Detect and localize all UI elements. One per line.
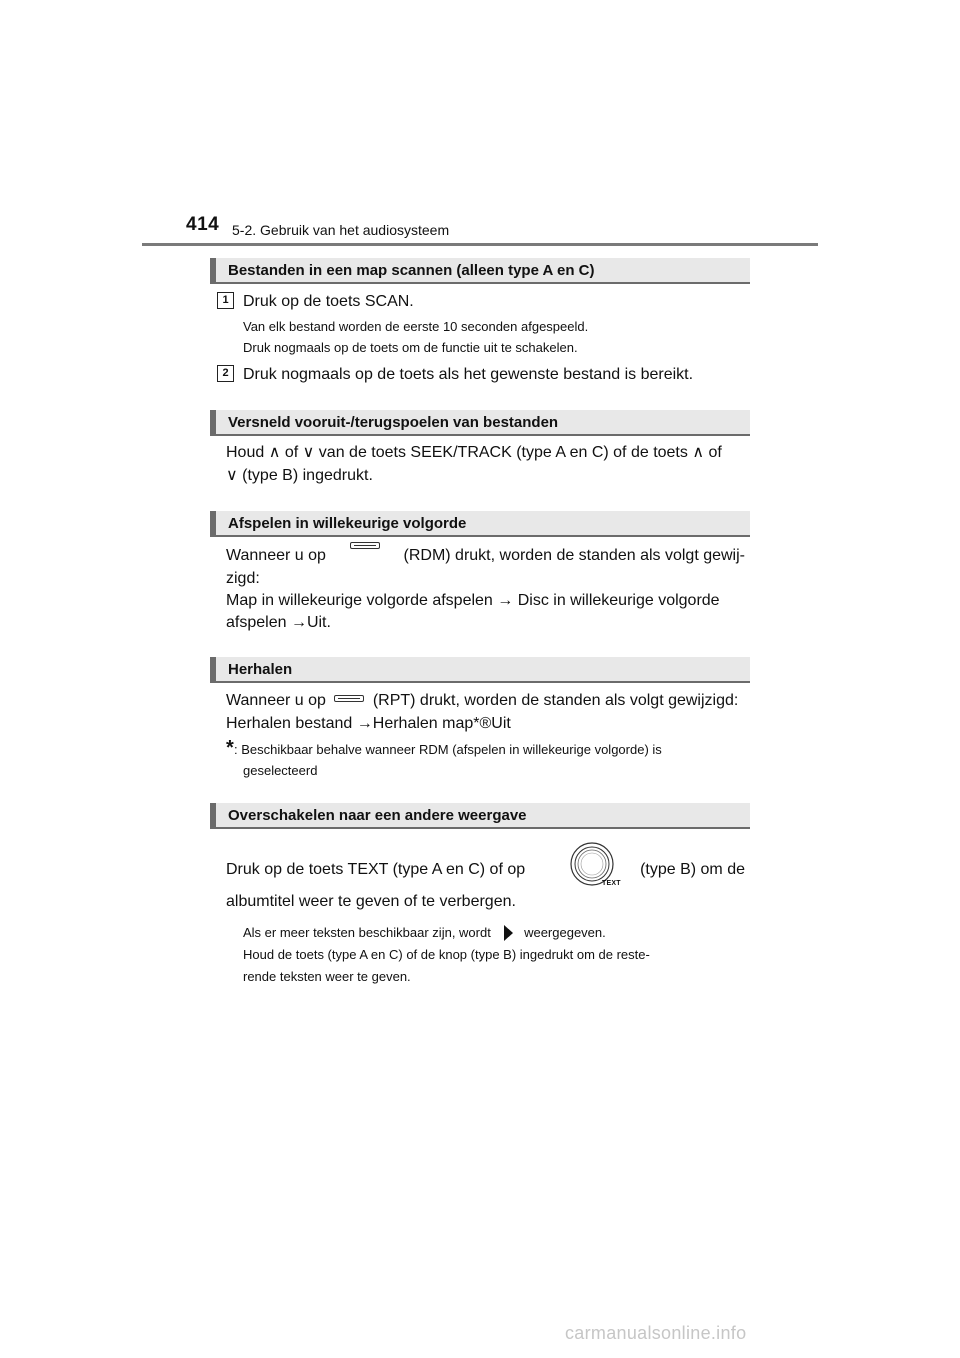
section-title: Herhalen: [228, 661, 293, 678]
note-line: [243, 922, 606, 944]
section-heading-display: [210, 803, 750, 829]
section-header: 5-2. Gebruik van het audiosysteem: [232, 222, 450, 238]
section-heading-scan: [210, 258, 750, 284]
text-fragment: Als er meer teksten beschikbaar zijn, wordt: [243, 925, 491, 940]
rpt-button-icon: [334, 695, 364, 702]
step-1-text: Druk op de toets SCAN.: [243, 293, 414, 310]
text-fragment: Wanneer u op: [226, 547, 326, 564]
footnote-text: geselecteerd: [243, 763, 318, 778]
header-divider: [142, 243, 818, 246]
text-fragment: (RDM) drukt, worden de standen als volgt gewij-: [403, 547, 745, 564]
body-line: albumtitel weer te geven of te verbergen.: [226, 893, 516, 910]
text-fragment: Druk op de toets TEXT (type A en C) of op: [226, 861, 526, 878]
body-line: [226, 858, 745, 881]
footnote-mark: *: [226, 737, 234, 759]
knob-label: TEXT: [602, 880, 621, 887]
text-fragment: Wanneer u op: [226, 692, 326, 709]
section-title: Bestanden in een map scannen (alleen type A en C): [228, 262, 595, 279]
note-line: Houd de toets (type A en C) of de knop (type B) ingedrukt om de reste-: [243, 947, 650, 962]
note-line: Van elk bestand worden de eerste 10 seconden afgespeeld.: [243, 319, 589, 334]
rdm-button-icon: [350, 542, 380, 549]
body-line: [226, 689, 738, 712]
body-line: Map in willekeurige volgorde afspelen → Disc in willekeurige volgorde: [226, 592, 720, 609]
body-line: ∨ (type B) ingedrukt.: [226, 467, 373, 484]
text-fragment: (RPT) drukt, worden de standen als volgt gewijzigd:: [372, 692, 739, 709]
section-heading-repeat: [210, 657, 750, 683]
text-knob-icon: [569, 842, 629, 892]
body-line: Herhalen bestand →Herhalen map*®Uit: [226, 715, 511, 732]
step-number-1: 1: [217, 292, 234, 309]
note-line: rende teksten weer te geven.: [243, 969, 411, 984]
watermark: carmanualsonline.info: [565, 1323, 747, 1343]
body-line: zigd:: [226, 570, 260, 587]
text-fragment: weergegeven.: [524, 925, 606, 940]
section-heading-random: [210, 511, 750, 537]
section-heading-seek: [210, 410, 750, 436]
body-line: Houd ∧ of ∨ van de toets SEEK/TRACK (type A en C) of de toets ∧ of: [226, 444, 722, 461]
step-number-2: 2: [217, 365, 234, 382]
body-line: afspelen →Uit.: [226, 614, 331, 631]
step-2-text: Druk nogmaals op de toets als het gewenste bestand is bereikt.: [243, 366, 694, 383]
body-line: [226, 544, 745, 567]
text-fragment: (type B) om de: [640, 861, 745, 878]
section-title: Overschakelen naar een andere weergave: [228, 807, 527, 824]
footnote-text: : Beschikbaar behalve wanneer RDM (afspelen in willekeurige volgorde) is: [234, 742, 662, 757]
section-title: Versneld vooruit-/terugspoelen van bestanden: [228, 414, 559, 431]
page-number: 414: [186, 214, 220, 235]
more-text-arrow-icon: [498, 922, 516, 942]
note-line: Druk nogmaals op de toets om de functie uit te schakelen.: [243, 340, 578, 355]
section-title: Afspelen in willekeurige volgorde: [228, 515, 467, 532]
